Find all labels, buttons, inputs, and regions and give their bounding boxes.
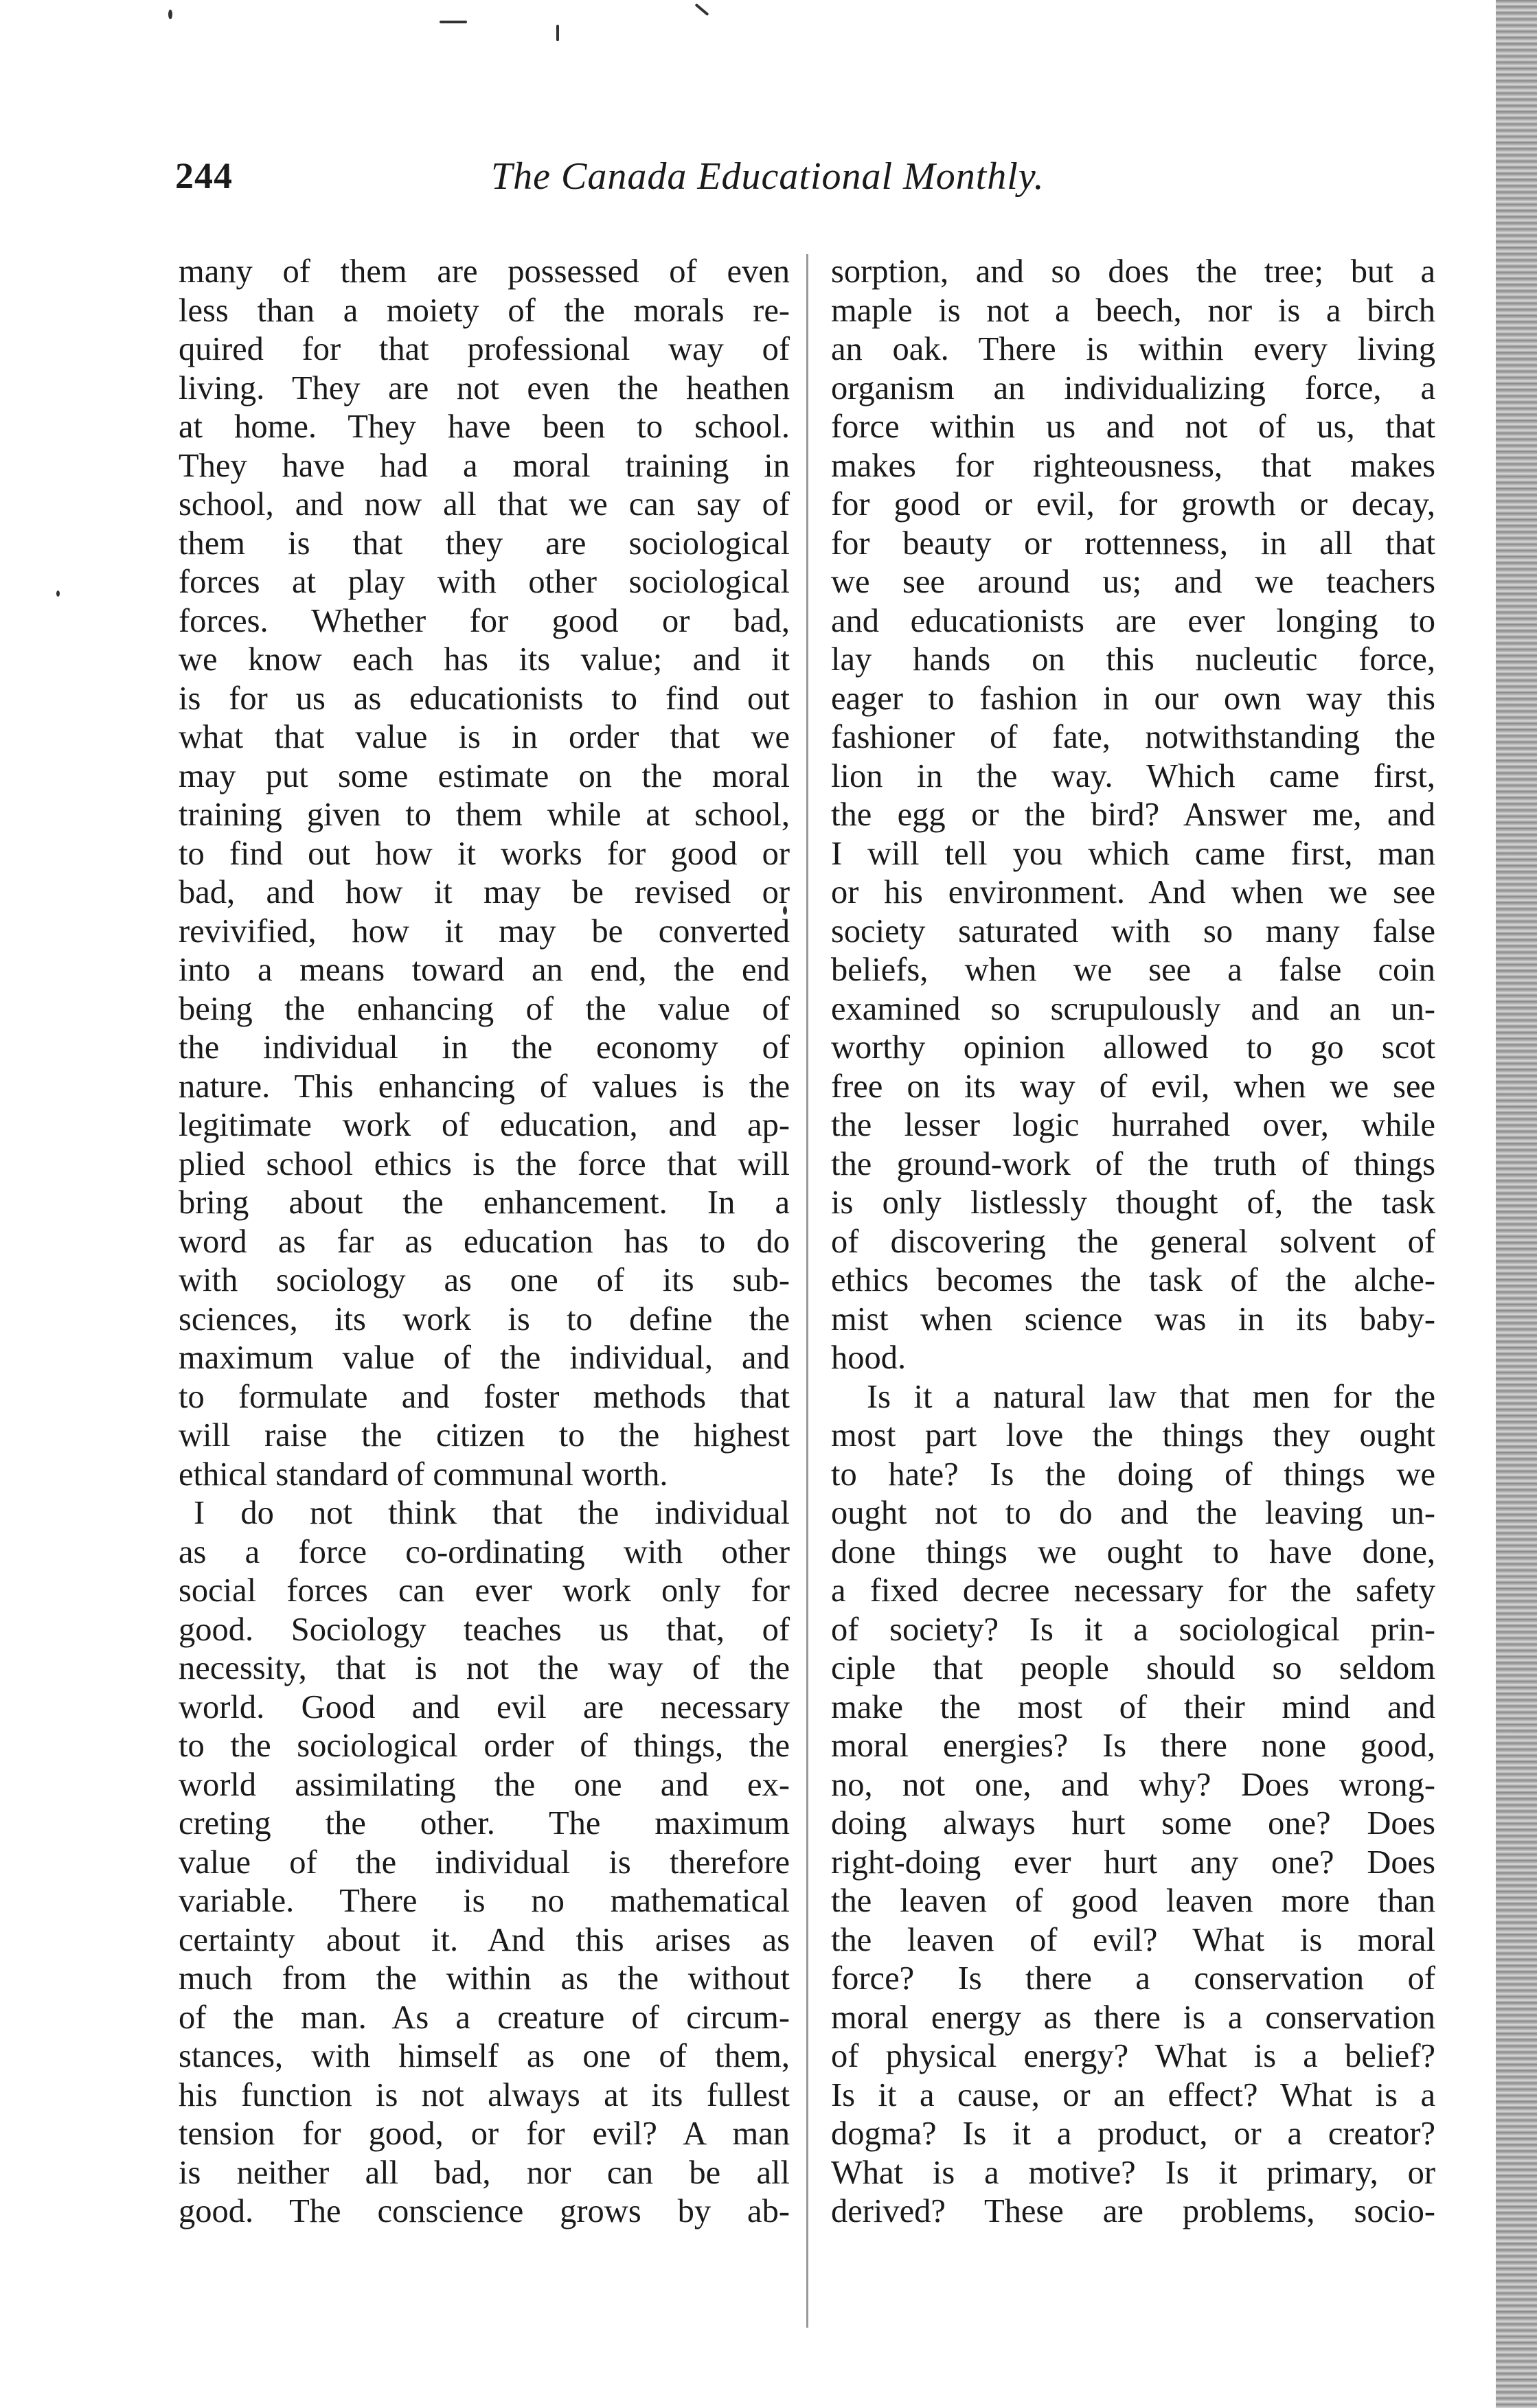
text-line: stances, with himself as one of them, [179,2038,790,2074]
left-column [179,253,790,2232]
right-column [831,253,1435,2232]
text-line: the leaven of evil? What is moral [831,1921,1435,1958]
text-line: living. They are not even the heathen [179,369,790,406]
text-line: being the enhancing of the value of [179,990,790,1027]
text-line: the leaven of good leaven more than [831,1883,1435,1919]
text-line: moral energy as there is a conservation [831,1999,1435,2036]
text-line: What is a motive? Is it primary, or [831,2154,1435,2191]
text-line: much from the within as the without [179,1960,790,1997]
text-line: a fixed decree necessary for the safety [831,1572,1435,1609]
text-line: may put some estimate on the moral [179,757,790,794]
column-divider [806,254,808,2328]
text-line: bring about the enhancement. In a [179,1184,790,1221]
text-line: at home. They have been to school. [179,409,790,445]
text-line: eager to fashion in our own way this [831,680,1435,717]
text-line: They have had a moral training in [179,447,790,484]
text-line: what that value is in order that we [179,719,790,755]
text-line: Is it a natural law that men for the [867,1378,1435,1415]
text-line: of discovering the general solvent of [831,1223,1435,1260]
text-line: social forces can ever work only for [179,1572,790,1609]
text-line: to formulate and foster methods that [179,1378,790,1415]
text-line: I do not think that the individual [194,1495,790,1531]
text-line: derived? These are problems, socio- [831,2193,1435,2229]
text-line: legitimate work of education, and ap- [179,1107,790,1143]
text-line: worthy opinion allowed to go scot [831,1029,1435,1066]
text-line: plied school ethics is the force that will [179,1145,790,1182]
text-line: nature. This enhancing of values is the [179,1068,790,1105]
text-line: sorption, and so does the tree; but a [831,253,1435,290]
text-line: fashioner of fate, notwithstanding the [831,719,1435,755]
text-line: sciences, its work is to define the [179,1300,790,1338]
text-line: world assimilating the one and ex- [179,1766,790,1803]
text-line: training given to them while at school, [179,796,790,833]
scan-speck [695,3,709,16]
page-header [175,154,1157,216]
scan-speck [168,10,172,19]
text-line: for beauty or rottenness, in all that [831,525,1435,562]
text-line: force within us and not of us, that [831,409,1435,445]
text-line: right-doing ever hurt any one? Does [831,1844,1435,1881]
text-line: I will tell you which came first, man [831,835,1435,872]
text-line: creting the other. The maximum [179,1805,790,1842]
text-line: ought not to do and the leaving un- [831,1495,1435,1531]
text-line: the ground-work of the truth of things [831,1145,1435,1182]
text-line: mist when science was in its baby- [831,1300,1435,1338]
text-line: dogma? Is it a product, or a creator? [831,2115,1435,2152]
text-line: hood. [831,1340,907,1376]
running-title: The Canada Educational Monthly. [491,155,1045,198]
scan-speck [556,25,559,41]
text-line: most part love the things they ought [831,1417,1435,1454]
text-line: quired for that professional way of [179,331,790,367]
text-line: make the most of their mind and [831,1688,1435,1725]
text-line: to the sociological order of things, the [179,1728,790,1764]
text-line: society saturated with so many false [831,913,1435,950]
text-line: examined so scrupulously and an un- [831,990,1435,1027]
text-line: world. Good and evil are necessary [179,1688,790,1725]
text-line: as a force co-ordinating with other [179,1533,790,1570]
text-line: forces at play with other sociological [179,564,790,600]
page-number: 244 [175,155,233,196]
text-line: force? Is there a conservation of [831,1960,1435,1997]
text-line: lay hands on this nucleutic force, [831,641,1435,678]
text-line: organism an individualizing force, a [831,369,1435,406]
text-line: doing always hurt some one? Does [831,1805,1435,1842]
text-line: forces. Whether for good or bad, [179,602,790,639]
text-line: ethics becomes the task of the alche- [831,1262,1435,1298]
text-line: school, and now all that we can say of [179,486,790,523]
text-line: with sociology as one of its sub- [179,1262,790,1298]
text-line: ciple that people should so seldom [831,1650,1435,1686]
text-line: we see around us; and we teachers [831,564,1435,600]
text-line: an oak. There is within every living [831,331,1435,367]
text-line: done things we ought to have done, [831,1533,1435,1570]
text-line: maximum value of the individual, and [179,1340,790,1376]
text-line: them is that they are sociological [179,525,790,562]
text-line: the lesser logic hurrahed over, while [831,1107,1435,1143]
text-line: word as far as education has to do [179,1223,790,1260]
text-line: revivified, how it may be converted [179,913,790,950]
text-line: necessity, that is not the way of the [179,1650,790,1686]
text-line: certainty about it. And this arises as [179,1921,790,1958]
text-line: maple is not a beech, nor is a birch [831,292,1435,329]
text-line: to hate? Is the doing of things we [831,1456,1435,1493]
text-line: to find out how it works for good or [179,835,790,872]
text-line: lion in the way. Which came first, [831,757,1435,794]
text-line: tension for good, or for evil? A man [179,2115,790,2152]
text-line: no, not one, and why? Does wrong- [831,1766,1435,1803]
text-line: makes for righteousness, that makes [831,447,1435,484]
text-line: of physical energy? What is a belief? [831,2038,1435,2074]
text-line: less than a moiety of the morals re- [179,292,790,329]
text-line: into a means toward an end, the end [179,952,790,988]
text-line: moral energies? Is there none good, [831,1728,1435,1764]
text-line: is for us as educationists to find out [179,680,790,717]
text-line: beliefs, when we see a false coin [831,952,1435,988]
text-line: the egg or the bird? Answer me, and [831,796,1435,833]
text-line: will raise the citizen to the highest [179,1417,790,1454]
text-line: of society? Is it a sociological prin- [831,1611,1435,1648]
text-line: good. Sociology teaches us that, of [179,1611,790,1648]
scan-edge-shading [1496,0,1537,2408]
text-line: is only listlessly thought of, the task [831,1184,1435,1221]
text-line: we know each has its value; and it [179,641,790,678]
text-line: or his environment. And when we see [831,874,1435,910]
text-line: is neither all bad, nor can be all [179,2154,790,2191]
text-line: bad, and how it may be revised or [179,874,790,910]
text-line: for good or evil, for growth or decay, [831,486,1435,523]
scan-speck [440,21,467,23]
text-line: Is it a cause, or an effect? What is a [831,2076,1435,2113]
text-line: ethical standard of communal worth. [179,1456,668,1493]
text-line: of the man. As a creature of circum- [179,1999,790,2036]
text-line: free on its way of evil, when we see [831,1068,1435,1105]
text-line: value of the individual is therefore [179,1844,790,1881]
scan-speck [56,590,60,597]
text-line: the individual in the economy of [179,1029,790,1066]
text-line: and educationists are ever longing to [831,602,1435,639]
text-line: variable. There is no mathematical [179,1883,790,1919]
text-line: his function is not always at its fullest [179,2076,790,2113]
text-line: many of them are possessed of even [179,253,790,290]
text-line: good. The conscience grows by ab- [179,2193,790,2229]
